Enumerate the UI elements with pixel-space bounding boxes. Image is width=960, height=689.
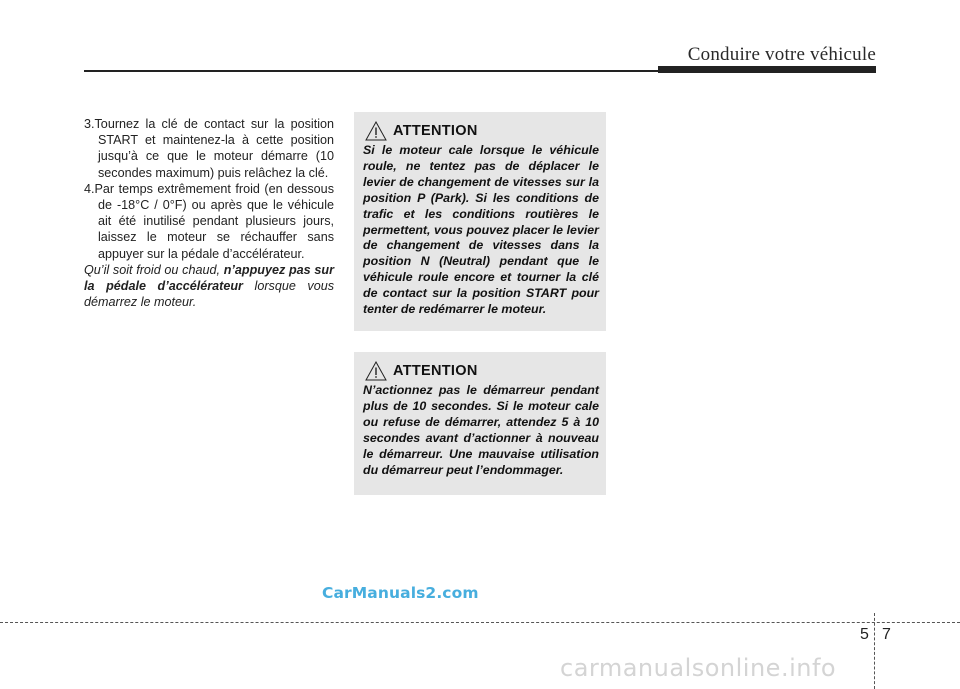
step-text: Tournez la clé de contact sur la position START et maintenez-la à cette position jusqu’à ce que le moteur démarre (10 secondes maximum) puis relâchez la clé. — [94, 117, 334, 180]
caution-header — [363, 120, 599, 142]
step-number: 3. — [84, 117, 95, 131]
page-number-separator — [874, 613, 875, 689]
note-emphasis: n’appuyez pas sur la pédale d’accélérateur — [84, 262, 334, 294]
footer-dashed-rule — [0, 622, 960, 623]
caution-box-starter — [354, 352, 606, 495]
caution-title: ATTENTION — [393, 363, 478, 379]
step-number: 4. — [84, 181, 95, 196]
carmanuals-watermark-link[interactable]: CarManuals2.com — [322, 584, 479, 602]
section-title: Conduire votre véhicule — [687, 44, 876, 65]
instruction-step-3 — [84, 116, 334, 181]
footer-watermark: carmanualsonline.info — [560, 654, 837, 682]
header-rule — [84, 70, 660, 72]
step-text: Par temps extrêmement froid (en dessous de -18°C / 0°F) ou après que le véhicule ait été inutilisé pendant plusieurs jours, laissez le moteur se réchauffer sans appuyer sur la pédale d’accélérateur. — [94, 181, 334, 261]
instructions-column — [84, 116, 334, 310]
warning-triangle-icon — [365, 361, 387, 381]
header-rule-accent — [658, 66, 876, 73]
caution-title: ATTENTION — [393, 123, 478, 139]
instruction-step-4 — [84, 181, 334, 262]
caution-box-stall — [354, 112, 606, 331]
caution-text: N’actionnez pas le démarreur pendant plus de 10 secondes. Si le moteur cale ou refuse de démarrer, attendez 5 à 10 secondes avant d’actionner à nouveau le démarreur. Une mauvaise utilisation du démarreur peut l’endommager. — [363, 383, 599, 477]
page-number: 7 — [882, 626, 891, 643]
caution-text: Si le moteur cale lorsque le véhicule roule, ne tentez pas de déplacer le levier de changement de vitesses sur la position P (Park). Si les conditions de trafic et les conditions routières le permettent, vous pouvez placer le levier de changement de vitesses dans la position N (Neutral) pendant que le véhicule roule encore et tourner la clé de contact sur la position START pour tenter de redémarrer le moteur. — [363, 143, 599, 317]
note-text-end: lorsque vous démarrez le moteur. — [84, 279, 334, 310]
warning-triangle-icon — [365, 121, 387, 141]
chapter-number: 5 — [860, 626, 869, 643]
note-text: Qu’il soit froid ou chaud, — [84, 262, 224, 277]
accelerator-note — [84, 262, 334, 311]
caution-header — [363, 360, 599, 382]
